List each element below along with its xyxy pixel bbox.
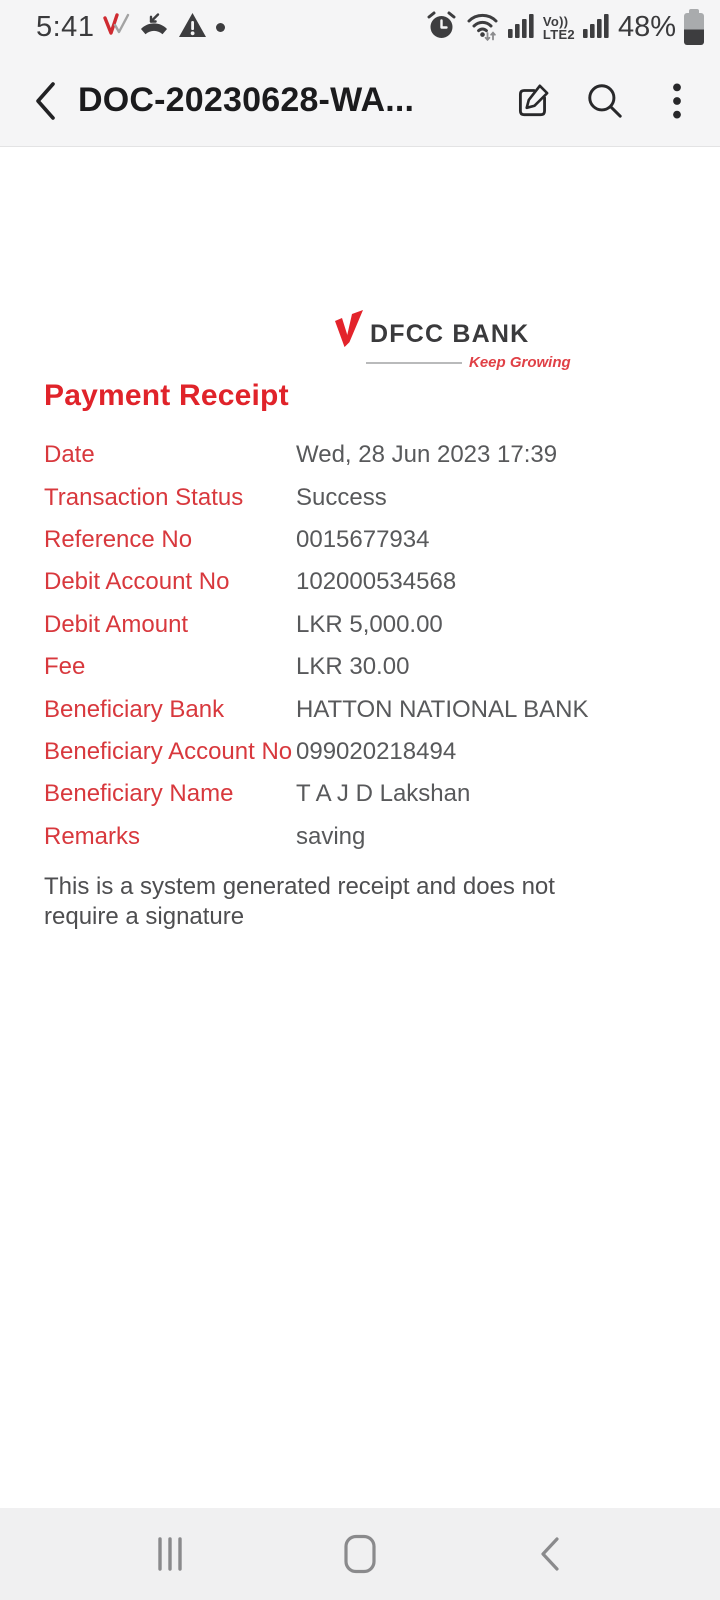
status-time: 5:41 [36, 11, 95, 43]
search-button[interactable] [584, 80, 626, 122]
signal-bars-icon-2 [583, 12, 610, 43]
top-chrome [0, 0, 720, 147]
logo-divider [366, 362, 462, 364]
notification-app-icon [103, 13, 130, 42]
field-label: Beneficiary Bank [44, 695, 225, 723]
receipt-heading: Payment Receipt [44, 379, 289, 412]
receipt-footer-note: This is a system generated receipt and does not require a signature [44, 873, 555, 930]
document-page[interactable] [0, 148, 720, 1508]
dfcc-bank-logo [334, 309, 571, 371]
field-value: LKR 30.00 [296, 653, 410, 681]
notification-overflow-dot [216, 23, 225, 32]
field-row-beneficiary-account-no [44, 731, 684, 773]
field-label: Date [44, 441, 95, 469]
field-label: Fee [44, 653, 86, 681]
app-header [0, 55, 720, 146]
warning-icon [178, 12, 207, 43]
bank-name: DFCC BANK [370, 320, 530, 348]
field-value: Success [296, 483, 387, 511]
home-button[interactable] [330, 1524, 390, 1584]
receipt-fields [44, 434, 684, 858]
recents-icon [155, 1537, 185, 1571]
field-label: Debit Amount [44, 610, 189, 638]
document-title[interactable]: DOC-20230628-WA... [78, 81, 415, 119]
nav-back-icon [538, 1536, 562, 1572]
field-value: 099020218494 [296, 737, 457, 765]
bank-tagline: Keep Growing [469, 354, 571, 371]
edit-icon [512, 80, 554, 122]
overflow-menu-button[interactable] [656, 80, 698, 122]
field-label: Beneficiary Name [44, 780, 234, 808]
field-value: T A J D Lakshan [296, 780, 471, 808]
field-row-debit-amount [44, 604, 684, 646]
field-value: LKR 5,000.00 [296, 610, 443, 638]
back-button[interactable] [14, 71, 78, 131]
home-icon [343, 1534, 377, 1574]
back-chevron-icon [32, 80, 60, 122]
field-label: Remarks [44, 822, 141, 850]
overflow-menu-icon [656, 80, 698, 122]
field-row-beneficiary-bank [44, 688, 684, 730]
field-row-debit-account-no [44, 561, 684, 603]
nav-back-button[interactable] [520, 1524, 580, 1584]
dfcc-logo-v-icon [334, 309, 364, 349]
field-row-reference-no [44, 519, 684, 561]
field-row-transaction-status [44, 476, 684, 518]
field-row-beneficiary-name [44, 773, 684, 815]
signal-bars-icon [508, 12, 535, 43]
navigation-bar [0, 1508, 720, 1600]
battery-icon [684, 9, 704, 46]
field-row-date [44, 434, 684, 476]
field-row-fee [44, 646, 684, 688]
status-bar [0, 0, 720, 55]
field-label: Transaction Status [44, 483, 244, 511]
field-value: Wed, 28 Jun 2023 17:39 [296, 441, 558, 469]
volte-indicator: Vo)) LTE2 [542, 13, 575, 42]
battery-percent: 48% [617, 11, 676, 43]
field-label: Debit Account No [44, 568, 230, 596]
alarm-icon [426, 10, 457, 46]
field-value: 102000534568 [296, 568, 457, 596]
field-label: Reference No [44, 525, 193, 553]
missed-call-icon [139, 12, 169, 44]
field-value: HATTON NATIONAL BANK [296, 695, 589, 723]
recents-button[interactable] [140, 1524, 200, 1584]
field-value: saving [296, 822, 366, 850]
field-label: Beneficiary Account No [44, 737, 293, 765]
edit-button[interactable] [512, 80, 554, 122]
field-value: 0015677934 [296, 525, 430, 553]
search-icon [584, 80, 626, 122]
field-row-remarks [44, 816, 684, 858]
wifi-icon [465, 10, 500, 46]
